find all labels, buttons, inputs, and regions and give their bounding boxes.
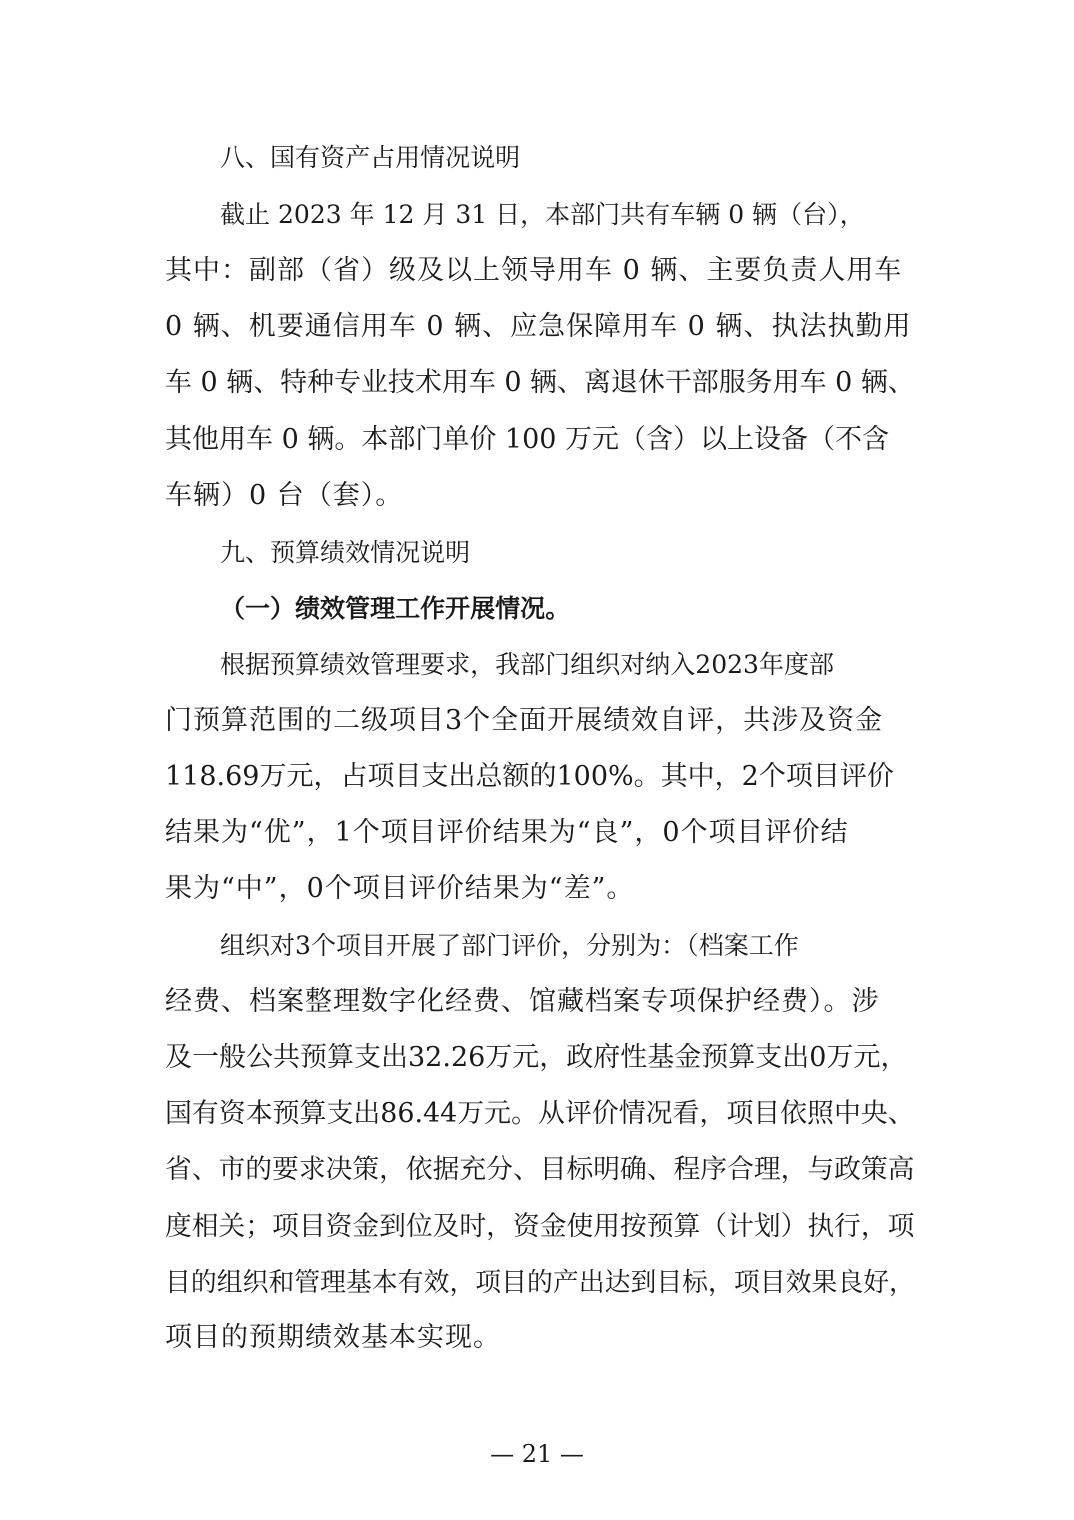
text-line: 结果为“优”，1个项目评价结果为“良”，0个项目评价结 <box>165 817 849 848</box>
text-line: 门预算范围的二级项目3个全面开展绩效自评，共涉及资金 <box>165 705 884 736</box>
text-line: 车辆）0 台（套）。 <box>165 480 404 511</box>
text-line: 其中：副部（省）级及以上领导用车 0 辆、主要负责人用车 <box>165 255 903 286</box>
text-line: 车 0 辆、特种专业技术用车 0 辆、离退休干部服务用车 0 辆、 <box>165 367 915 398</box>
section-8-heading: 八、国有资产占用情况说明 <box>220 143 521 172</box>
text-line: 组织对3个项目开展了部门评价，分别为：（档案工作 <box>220 931 799 960</box>
text-line: 截止 2023 年 12 月 31 日，本部门共有车辆 0 辆（台）， <box>220 200 865 229</box>
text-line: 0 辆、机要通信用车 0 辆、应急保障用车 0 辆、执法执勤用 <box>165 311 912 342</box>
text-line: 果为“中”，0个项目评价结果为“差”。 <box>165 873 635 904</box>
text-line: 及一般公共预算支出32.26万元，政府性基金预算支出0万元， <box>165 1042 908 1073</box>
text-line: 项目的预期绩效基本实现。 <box>165 1322 501 1353</box>
text-line: 度相关；项目资金到位及时，资金使用按预算（计划）执行，项 <box>165 1211 915 1242</box>
text-line: 省、市的要求决策，依据充分、目标明确、程序合理，与政策高 <box>165 1154 915 1185</box>
text-line: 国有资本预算支出86.44万元。从评价情况看，项目依照中央、 <box>165 1098 915 1129</box>
text-line: 根据预算绩效管理要求，我部门组织对纳入2023年度部 <box>220 650 835 679</box>
text-line: 118.69万元，占项目支出总额的100%。其中，2个项目评价 <box>165 761 894 792</box>
text-line: 经费、档案整理数字化经费、馆藏档案专项保护经费）。涉 <box>165 986 880 1017</box>
section-9-heading: 九、预算绩效情况说明 <box>220 538 471 567</box>
page-number: — 21 — <box>490 1440 584 1468</box>
text-line: 目的组织和管理基本有效，项目的产出达到目标，项目效果良好， <box>165 1268 915 1298</box>
section-9-subheading: （一）绩效管理工作开展情况。 <box>220 594 571 623</box>
text-line: 其他用车 0 辆。本部门单价 100 万元（含）以上设备（不含 <box>165 424 890 455</box>
